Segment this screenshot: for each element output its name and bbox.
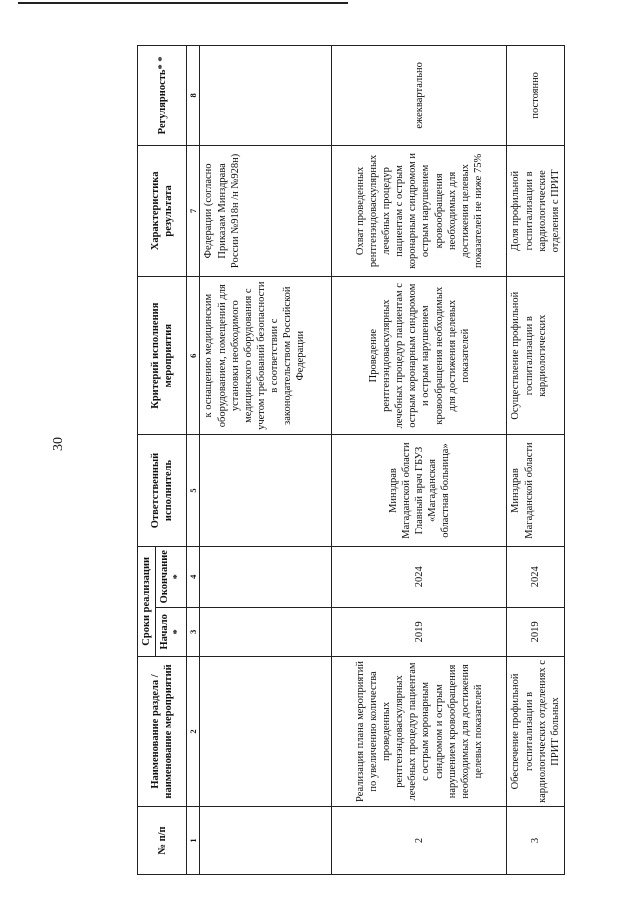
col-number: 1 [187, 807, 200, 875]
cell-regularity: постоянно [507, 46, 565, 146]
cell-start [200, 607, 332, 656]
cell-name [200, 656, 332, 806]
cell-num: 2 [332, 807, 507, 875]
header-deadlines: Сроки реализации [138, 546, 156, 656]
cell-result: Охват проведенных рентгенэндоваскулярных лечебных процедур пациентам с острым коронарным синдромом и острым нарушением кровообращения необходимых для достижения целевых показателей не ниже 75% [332, 145, 507, 276]
cell-end: 2024 [507, 546, 565, 607]
cell-num [200, 807, 332, 875]
table-row [332, 46, 507, 875]
col-number: 3 [187, 607, 200, 656]
cell-num: 3 [507, 807, 565, 875]
page-number: 30 [51, 437, 66, 451]
cell-name: Обеспечение профильной госпитализации в кардиологических отделениях с ПРИТ больных [507, 656, 565, 806]
header-executor: Ответственный исполнитель [138, 435, 187, 546]
cell-end [200, 546, 332, 607]
cell-result: Федерации (согласно Приказам Минздрава России №918н /н №928н) [200, 145, 332, 276]
column-number-row [187, 46, 200, 875]
cell-criterion: Проведение рентгенэндоваскулярных лечебных процедур пациентам с острым коронарным синдромом и острым нарушением кровообращения необходимых для достижения целевых показателей [332, 277, 507, 435]
cell-end: 2024 [332, 546, 507, 607]
header-criterion: Критерий исполнения мероприятия [138, 277, 187, 435]
table-row [507, 46, 565, 875]
cell-executor [200, 435, 332, 546]
header-end: Окончание * [156, 546, 187, 607]
cell-regularity [200, 46, 332, 146]
cell-start: 2019 [507, 607, 565, 656]
header-name: Наименование раздела /наименование мероприятий [138, 656, 187, 806]
header-regularity: Регулярность* * [138, 46, 187, 146]
col-number: 5 [187, 435, 200, 546]
col-number: 7 [187, 145, 200, 276]
col-number: 6 [187, 277, 200, 435]
cell-criterion: Осуществление профильной госпитализации в кардиологических [507, 277, 565, 435]
cell-name: Реализация плана мероприятий по увеличению количества проведенных рентгенэндоваскулярных лечебных процедур пациентам с острым коронарным синдромом и острым нарушением кровообращения необходимых для достижения целевых показателей [332, 656, 507, 806]
col-number: 8 [187, 46, 200, 146]
scan-edge-line [18, 2, 348, 4]
header-result: Характеристика результата [138, 145, 187, 276]
col-number: 2 [187, 656, 200, 806]
cell-executor: Минздрав Магаданской области Главный врач ГБУЗ «Магаданская областная больница» [332, 435, 507, 546]
cell-result: Доля профильной госпитализации в кардиологические отделения с ПРИТ [507, 145, 565, 276]
cell-executor: Минздрав Магаданской области [507, 435, 565, 546]
rotated-table-container [137, 45, 561, 875]
cell-criterion: к оснащению медицинским оборудованием, помещений для установки необходимого медицинского оборудования с учетом требований безопасности в соответствии с законодательством Российской Федерации [200, 277, 332, 435]
header-start: Начало * [156, 607, 187, 656]
cell-regularity: ежеквартально [332, 46, 507, 146]
activity-table [137, 45, 565, 875]
cell-start: 2019 [332, 607, 507, 656]
col-number: 4 [187, 546, 200, 607]
header-num: № п/п [138, 807, 187, 875]
table-row [200, 46, 332, 875]
